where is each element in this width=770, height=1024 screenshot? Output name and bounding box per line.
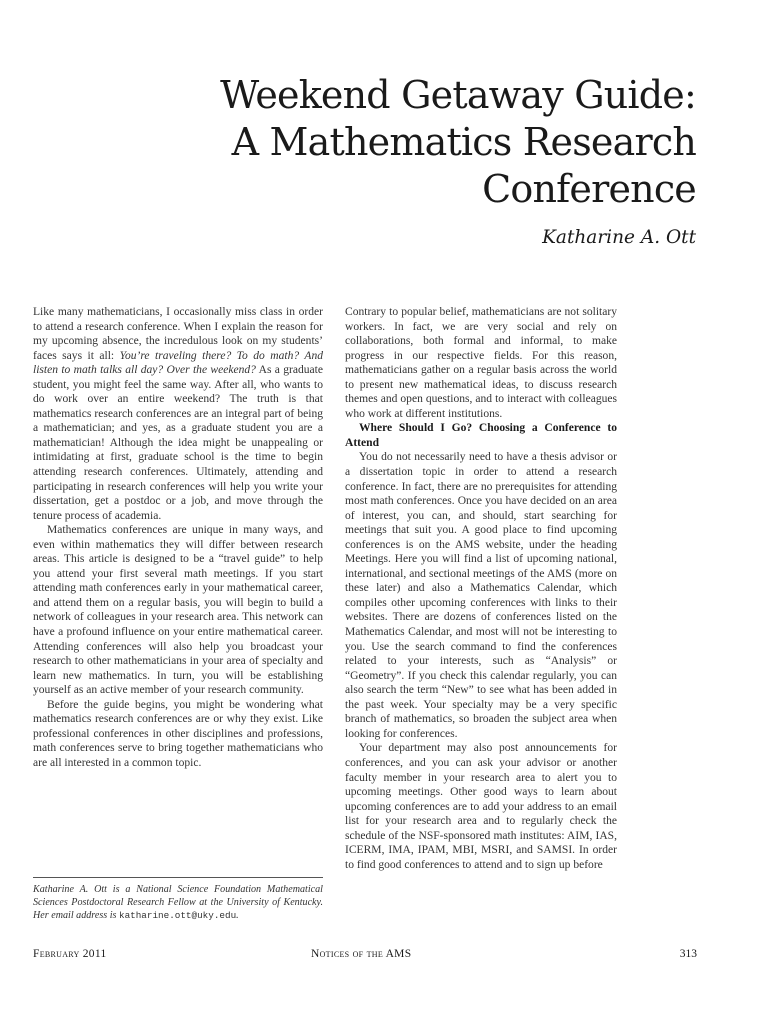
footer-date: February 2011	[33, 948, 107, 960]
author-email: katharine.ott@uky.edu	[118, 909, 237, 921]
footnote-end: .	[236, 909, 239, 921]
author-footnote	[33, 877, 323, 922]
paragraph-1-start: Like many mathematicians, I occasionally miss class in order to attend a research conference. When I explain the reason for my upcoming absence, the incredulous look on my students’ faces says it all:	[33, 306, 323, 362]
paragraph-6: Your department may also post announcements for conferences, and you can ask your advisor or another faculty member in your research area to alert you to upcoming meetings. Other good ways to learn about upcoming conferences are to add your address to an email list for your research area and to regularly check the schedule of the NSF-sponsored math institutes: AIM, IAS, ICERM, IMA, IPAM, MBI, MSRI, and SAMSI. In order to find good conferences to attend and to sign up before	[345, 742, 617, 871]
footnote-text: Katharine A. Ott is a National Science Foundation Mathematical Sciences Postdoctoral Research Fellow at the University of Kentucky. Her email address is	[33, 884, 323, 921]
article-title	[136, 72, 696, 213]
section-heading: Where Should I Go? Choosing a Conference to Attend	[345, 422, 617, 449]
paragraph-2: Mathematics conferences are unique in many ways, and even within mathematics they will differ between research areas. This article is designed to be a “travel guide” to help you attend your first several math meetings. If you start attending math conferences early in your mathematical career, and attend them on a regular basis, you will begin to build a network of colleagues in your research area. This network can have a profound influence on your entire mathematical career. Attending conferences will also help you broadcast your research to other mathematicians in your area of specialty and learn new mathematics. In turn, you will be establishing yourself as an active member of your research community.	[33, 524, 323, 697]
right-column	[345, 305, 617, 872]
title-line-3: Conference	[482, 167, 696, 211]
left-column	[33, 305, 323, 771]
paragraph-1	[33, 305, 323, 523]
paragraph-1-italic-quote: You’re traveling there? To do math? And listen to math talks all day? Over the weekend?	[33, 349, 324, 377]
paragraph-1-end: As a graduate student, you might feel the same way. After all, who wants to do work over an entire weekend? The truth is that mathematics research conferences are an integral part of being a mathematician; and yes, as a graduate student you are a mathematician! Although the idea might be unappealing or intimidating at first, graduate school is the time to begin attending research conferences. Ultimately, attending and participating in research conferences will help you write your dissertation, get a postdoc or a job, and move through the tenure process of academia.	[33, 364, 323, 522]
author-name: Katharine A. Ott	[542, 227, 696, 248]
paragraph-5: You do not necessarily need to have a thesis advisor or a dissertation topic in order to attend a research conference. In fact, there are no prerequisites for attending most math conferences. Once you have decided on an area of interest, you can, and should, start searching for meetings that suit you. A good place to find upcoming conferences is on the AMS website, under the heading Meetings. Here you will find a list of upcoming national, international, and sectional meetings of the AMS (more on these later) and also a Mathematics Calendar, which compiles other upcoming conferences with links to their websites. There are dozens of conferences listed on the Mathematics Calendar, and most will not be interesting to you. Use the search command to find the conferences related to your interests, such as “Analysis” or “Geometry”. If you check this calendar regularly, you can also search the term “New” to see what has been added in the past week. Your specialty may be a very specific branch of mathematics, so broaden the subject area when looking for conferences.	[345, 451, 617, 740]
footer-journal: Notices of the AMS	[311, 948, 412, 960]
paragraph-3: Before the guide begins, you might be wondering what mathematics research conferences are or why they exist. Like professional conferences in other disciplines and professions, math conferences serve to bring together mathematicians who are all interested in a common topic.	[33, 698, 323, 769]
page-number: 313	[679, 948, 697, 960]
title-line-2: A Mathematics Research	[231, 120, 696, 164]
page-footer	[33, 948, 697, 966]
title-line-1: Weekend Getaway Guide:	[220, 73, 696, 117]
paragraph-4: Contrary to popular belief, mathematicians are not solitary workers. In fact, we are very social and rely on collaborations, both formal and informal, to make progress in our respective fields. For this reason, mathematicians gather on a regular basis across the world to present new mathematical ideas, to discuss research themes and open questions, and to interact with colleagues who work at different institutions.	[345, 306, 617, 420]
